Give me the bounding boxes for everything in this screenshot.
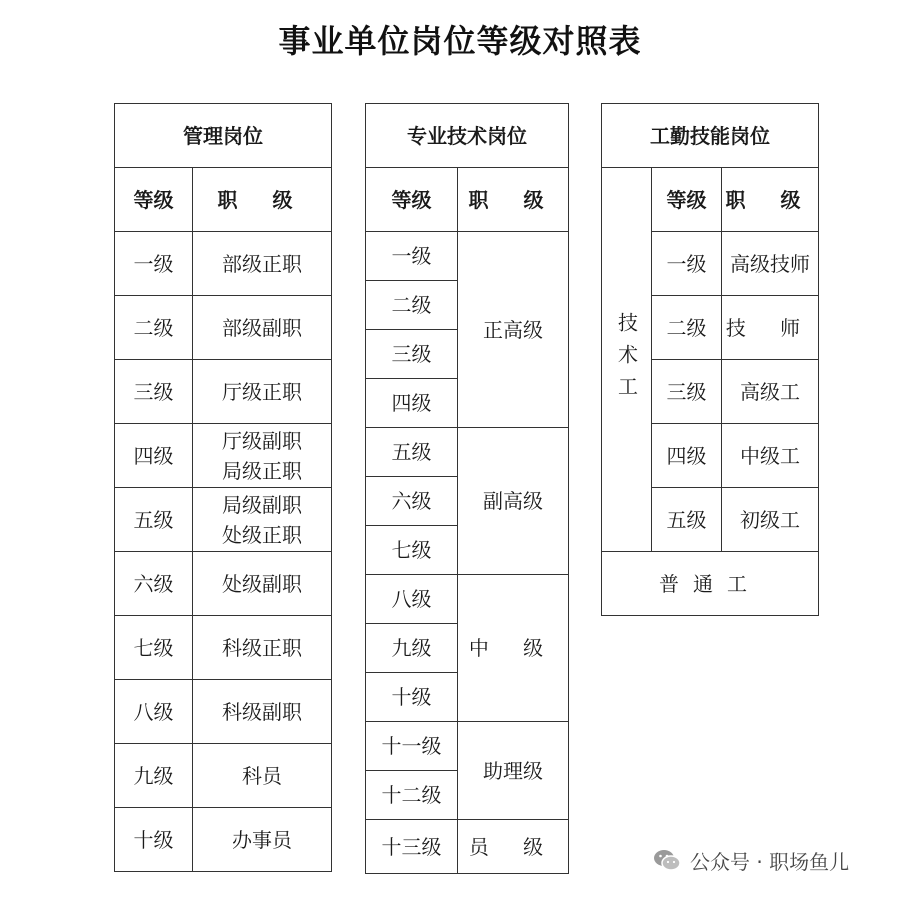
worker-level: 二级	[652, 296, 722, 360]
management-position-line: 局级正职	[222, 458, 302, 483]
management-position-line: 局级副职	[222, 492, 302, 517]
professional-level: 五级	[366, 428, 458, 477]
management-level: 一级	[115, 232, 193, 296]
professional-level: 八级	[366, 575, 458, 624]
professional-group: 副高级	[458, 428, 569, 575]
management-level: 十级	[115, 808, 193, 872]
worker-level: 三级	[652, 360, 722, 424]
management-level: 八级	[115, 680, 193, 744]
professional-level: 九级	[366, 624, 458, 673]
professional-header: 专业技术岗位	[366, 104, 569, 168]
worker-level: 五级	[652, 488, 722, 552]
management-level: 三级	[115, 360, 193, 424]
management-level: 五级	[115, 488, 193, 552]
worker-position: 中级工	[722, 424, 819, 488]
management-position: 处级副职	[193, 552, 332, 616]
professional-group: 正高级	[458, 232, 569, 428]
management-level: 九级	[115, 744, 193, 808]
worker-level: 一级	[652, 232, 722, 296]
professional-level: 二级	[366, 281, 458, 330]
watermark-text: 公众号 · 职场鱼儿	[690, 849, 850, 874]
management-level: 六级	[115, 552, 193, 616]
management-position: 厅级正职	[193, 360, 332, 424]
professional-level: 一级	[366, 232, 458, 281]
management-position-line: 处级正职	[222, 522, 302, 547]
management-position: 部级正职	[193, 232, 332, 296]
worker-table	[601, 103, 819, 616]
management-level: 二级	[115, 296, 193, 360]
management-level: 四级	[115, 424, 193, 488]
management-position: 办事员	[193, 808, 332, 872]
management-position	[193, 488, 332, 552]
management-position-line: 厅级副职	[222, 428, 302, 453]
management-position: 部级副职	[193, 296, 332, 360]
management-col-position: 职 级	[193, 168, 332, 232]
professional-group: 员 级	[458, 820, 569, 874]
professional-table	[365, 103, 569, 874]
worker-side-label: 技术工	[602, 168, 652, 552]
worker-col-level: 等级	[652, 168, 722, 232]
worker-col-position: 职 级	[722, 168, 819, 232]
management-header: 管理岗位	[115, 104, 332, 168]
professional-group: 助理级	[458, 722, 569, 820]
worker-position: 高级工	[722, 360, 819, 424]
professional-group: 中 级	[458, 575, 569, 722]
worker-position: 技 师	[722, 296, 819, 360]
professional-level: 十级	[366, 673, 458, 722]
wechat-icon	[652, 845, 682, 875]
professional-col-level: 等级	[366, 168, 458, 232]
management-col-level: 等级	[115, 168, 193, 232]
worker-position: 高级技师	[722, 232, 819, 296]
management-position: 科级正职	[193, 616, 332, 680]
professional-level: 十一级	[366, 722, 458, 771]
professional-level: 十三级	[366, 820, 458, 874]
watermark	[652, 844, 849, 876]
worker-header: 工勤技能岗位	[602, 104, 819, 168]
worker-level: 四级	[652, 424, 722, 488]
professional-col-position: 职 级	[458, 168, 569, 232]
management-position: 科员	[193, 744, 332, 808]
professional-level: 四级	[366, 379, 458, 428]
worker-position: 初级工	[722, 488, 819, 552]
page-title: 事业单位岗位等级对照表	[278, 22, 642, 60]
professional-level: 六级	[366, 477, 458, 526]
worker-general: 普通工	[602, 552, 819, 616]
professional-level: 三级	[366, 330, 458, 379]
professional-level: 七级	[366, 526, 458, 575]
professional-level: 十二级	[366, 771, 458, 820]
management-level: 七级	[115, 616, 193, 680]
management-table	[114, 103, 332, 872]
management-position: 科级副职	[193, 680, 332, 744]
management-position	[193, 424, 332, 488]
